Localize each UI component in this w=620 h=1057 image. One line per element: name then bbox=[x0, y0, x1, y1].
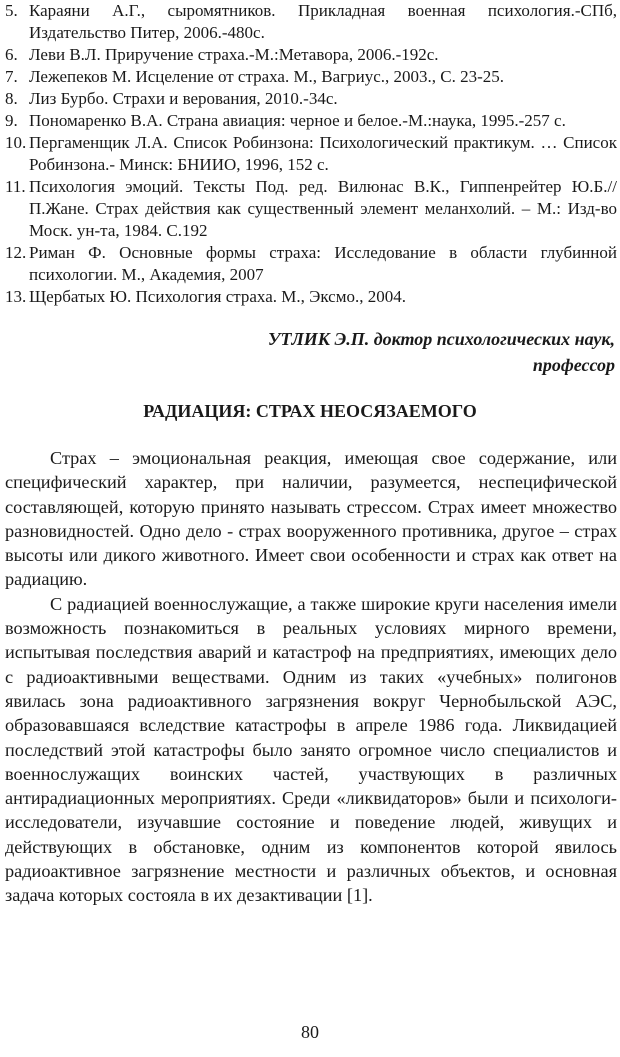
reference-number: 6. bbox=[5, 45, 18, 64]
author-byline bbox=[195, 326, 615, 378]
article-title: РАДИАЦИЯ: СТРАХ НЕОСЯЗАЕМОГО bbox=[143, 401, 477, 421]
reference-text: Лиз Бурбо. Страхи и верования, 2010.-34с. bbox=[29, 89, 338, 108]
reference-text: Лежепеков М. Исцеление от страха. М., Вагриус., 2003., С. 23-25. bbox=[29, 67, 505, 86]
reference-text: Психология эмоций. Тексты Под. ред. Вилюнас В.К., Гиппенрейтер Ю.Б.//П.Жане. Страх действия как существенный элемент меланхолий. – М.: Изд-во Моск. ун-та, 1984. С.192 bbox=[29, 177, 617, 240]
article-body bbox=[5, 446, 617, 908]
reference-number: 8. bbox=[5, 89, 18, 108]
reference-text: Караяни А.Г., сыромятников. Прикладная военная психология.-СПб, Издательство Питер, 2006.-480с. bbox=[29, 1, 617, 42]
reference-item bbox=[5, 110, 617, 132]
reference-list bbox=[5, 0, 617, 308]
author-title-line: профессор bbox=[532, 355, 615, 375]
paragraph: С радиацией военнослужащие, а также широкие круги населения имели возможность познакомиться в реальных условиях мирного времени, испытывая последствия аварий и катастроф на предприятиях, имеющих дело с радиоактивными веществами. Одним из таких «учебных» полигонов явилась зона радиоактивного загрязнения вокруг Чернобыльской АЭС, образовавшаяся вследствие катастрофы в апреле 1986 года. Ликвидацией последствий этой катастрофы было занято огромное число специалистов и военнослужащих воинских частей, участвующих в различных антирадиационных мероприятиях. Среди «ликвидаторов» были и психологи-исследователи, изучавшие состояние и поведение людей, живущих и действующих в обстановке, одним из компонентов которой явилось радиоактивное загрязнение местности и различных объектов, и основная задача которых состояла в их дезактивации [1]. bbox=[5, 593, 617, 906]
reference-number: 11. bbox=[5, 177, 26, 196]
reference-text: Пономаренко В.А. Страна авиация: черное и белое.-М.:наука, 1995.-257 с. bbox=[29, 111, 566, 130]
reference-number: 10. bbox=[5, 133, 27, 152]
reference-text: Пергаменщик Л.А. Список Робинзона: Психологический практикум. … Список Робинзона.- Минск: БНИИО, 1996, 152 с. bbox=[29, 133, 617, 174]
reference-number: 5. bbox=[5, 1, 18, 20]
reference-item bbox=[5, 176, 617, 242]
reference-number: 9. bbox=[5, 111, 18, 130]
reference-item bbox=[5, 88, 617, 110]
reference-number: 13. bbox=[5, 287, 27, 306]
reference-item bbox=[5, 286, 617, 308]
reference-item bbox=[5, 0, 617, 44]
reference-item bbox=[5, 66, 617, 88]
reference-item bbox=[5, 44, 617, 66]
paragraph: Страх – эмоциональная реакция, имеющая свое содержание, или специфический характер, при наличии, разумеется, неспецифической составляющей, которую принято называть стрессом. Страх имеет множество разновидностей. Одно дело - страх вооруженного противника, другое – страх высоты или дикого животного. Имеет свои особенности и страх как ответ на радиацию. bbox=[5, 448, 617, 590]
page-number: 80 bbox=[301, 1022, 319, 1042]
reference-item bbox=[5, 242, 617, 286]
reference-number: 12. bbox=[5, 243, 27, 262]
reference-item bbox=[5, 132, 617, 176]
reference-text: Риман Ф. Основные формы страха: Исследование в области глубинной психологии. М., Академия, 2007 bbox=[29, 243, 617, 284]
reference-text: Леви В.Л. Приручение страха.-М.:Метавора, 2006.-192с. bbox=[29, 45, 439, 64]
reference-number: 7. bbox=[5, 67, 18, 86]
reference-text: Щербатых Ю. Психология страха. М., Эксмо., 2004. bbox=[29, 287, 406, 306]
author-name-line: УТЛИК Э.П. доктор психологических наук, bbox=[267, 329, 615, 349]
